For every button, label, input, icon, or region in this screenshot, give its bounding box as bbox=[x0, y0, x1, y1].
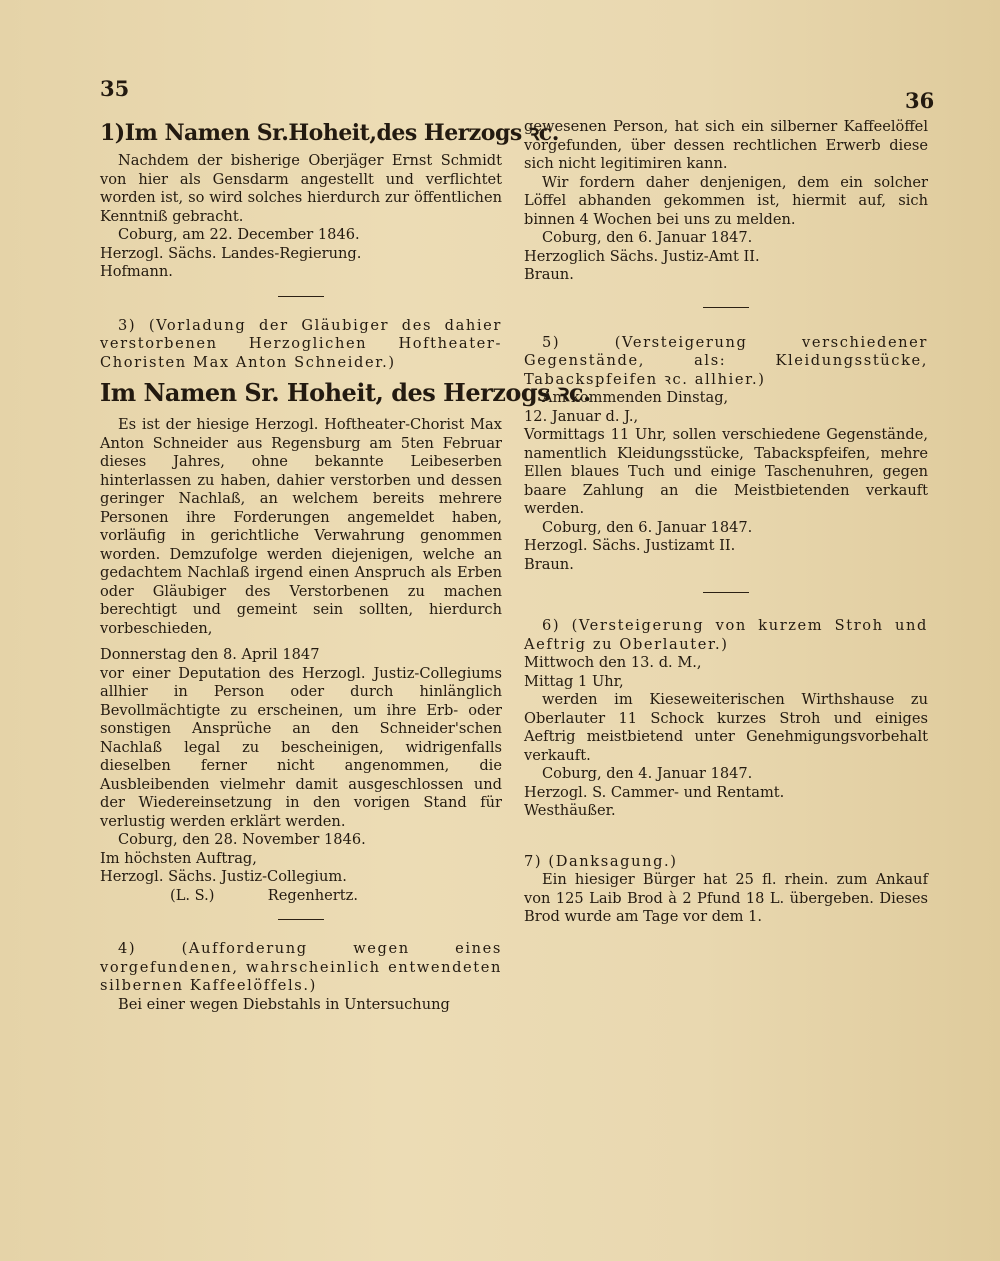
notice1-signature: Hofmann. bbox=[100, 263, 173, 280]
notice6-place-date: Coburg, den 4. Januar 1847. bbox=[542, 765, 753, 782]
notice4-continued-body: gewesenen Person, hat sich ein silberner Kaffeelöffel vorgefunden, über dessen rechtlichen Erwerb diese sich nicht legitimiren kann. bbox=[524, 118, 928, 172]
section-divider bbox=[278, 296, 324, 297]
section-divider bbox=[703, 592, 749, 593]
section-divider bbox=[703, 307, 749, 308]
notice4-continued-body2: Wir fordern daher denjenigen, dem ein solcher Löffel abhanden gekommen ist, hiermit auf, sich binnen 4 Wochen bei uns zu melden. bbox=[524, 173, 928, 228]
page-number-right: 36 bbox=[905, 88, 935, 113]
notice4-signature: Braun. bbox=[524, 266, 574, 283]
notice6-time-line: Mittag 1 Uhr, bbox=[524, 672, 624, 690]
notice5-intro: Am kommenden Dinstag, bbox=[542, 389, 729, 406]
notice3-body2: vor einer Deputation des Herzogl. Justiz-Collegiums allhier in Person oder durch hinlänglich Bevollmächtigte zu erscheinen, um ihre Erb- oder sonstigen Ansprüche an den Schneider'schen Nachlaß legal zu bescheinigen, widrigenfalls dieselben ferner nicht angenommen, die Ausbleibenden vielmehr damit ausgeschlossen und der Wiedereinsetzung in den vorigen Stand für verlustig werden erklärt werden. bbox=[100, 664, 502, 830]
notice3-title: 3) (Vorladung der Gläubiger des dahier verstorbenen Herzoglichen Hoftheater-Choristen Max Anton Schneider.) bbox=[100, 316, 502, 371]
notice3-date-line: Donnerstag den 8. April 1847 bbox=[100, 646, 320, 663]
notice4-body: Bei einer wegen Diebstahls in Untersuchung bbox=[118, 995, 450, 1013]
notice5-place-date: Coburg, den 6. Januar 1847. bbox=[542, 518, 753, 536]
notice6-body: werden im Kieseweiterischen Wirthshause zu Oberlauter 11 Schock kurzes Stroh und einiges Aeftrig meistbietend unter Genehmigungsvorbehalt verkauft. bbox=[524, 691, 928, 764]
seal-mark: (L. S.) bbox=[170, 886, 215, 904]
notice3-place-date: Coburg, den 28. November 1846. bbox=[118, 831, 366, 848]
notice6-authority: Herzogl. S. Cammer- und Rentamt. bbox=[524, 783, 785, 801]
notice1-authority: Herzogl. Sächs. Landes-Regierung. bbox=[100, 244, 362, 262]
right-column bbox=[524, 118, 928, 927]
notice4-place-date: Coburg, den 6. Januar 1847. bbox=[542, 229, 753, 246]
notice4-title: 4) (Aufforderung wegen eines vorgefundenen, wahrscheinlich entwendeten silbernen Kaffeelöffels.) bbox=[100, 940, 502, 994]
notice7-title: 7) (Danksagung.) bbox=[524, 852, 678, 870]
notice1-heading: 1)Im Namen Sr.Hoheit,des Herzogs ꝛc. bbox=[100, 120, 559, 146]
notice3-seal-line bbox=[100, 887, 502, 906]
notice3-heading: Im Namen Sr. Hoheit, des Herzogs ꝛc. bbox=[100, 378, 591, 407]
notice5-title: 5) (Versteigerung verschiedener Gegenstände, als: Kleidungsstücke, Tabackspfeifen ꝛc. allhier.) bbox=[524, 333, 928, 388]
notice4-authority: Herzoglich Sächs. Justiz-Amt II. bbox=[524, 247, 760, 265]
notice3-auftrag: Im höchsten Auftrag, bbox=[100, 849, 257, 867]
notice3-body: Es ist der hiesige Herzogl. Hoftheater-Chorist Max Anton Schneider aus Regensburg am 5ten Februar dieses Jahres, ohne bekannte Leibeserben hinterlassen zu haben, dahier verstorben und dessen geringer Nachlaß, an welchem bereits mehrere Personen ihre Forderungen angemeldet haben, vorläufig in gerichtliche Verwahrung genommen worden. Demzufolge werden diejenigen, welche an gedachtem Nachlaß irgend einen Anspruch als Erben oder Gläubiger des Verstorbenen zu machen berechtigt und gemeint sein sollten, hierdurch vorbeschieden, bbox=[100, 416, 502, 637]
notice5-body: Vormittags 11 Uhr, sollen verschiedene Gegenstände, namentlich Kleidungsstücke, Tabackspfeifen, mehre Ellen blaues Tuch und einige Taschenuhren, gegen baare Zahlung an die Meistbietenden verkauft werden. bbox=[524, 426, 928, 517]
notice6-title: 6) (Versteigerung von kurzem Stroh und Aeftrig zu Oberlauter.) bbox=[524, 617, 928, 653]
section-divider bbox=[278, 919, 324, 920]
notice5-signature: Braun. bbox=[524, 555, 574, 573]
page-number-left: 35 bbox=[100, 76, 130, 101]
notice5-authority: Herzogl. Sächs. Justizamt II. bbox=[524, 537, 736, 554]
notice7-body: Ein hiesiger Bürger hat 25 fl. rhein. zum Ankauf von 125 Laib Brod à 2 Pfund 18 L. übergeben. Dieses Brod wurde am Tage vor dem 1. bbox=[524, 871, 928, 925]
notice6-signature: Westhäußer. bbox=[524, 802, 616, 819]
notice6-date-line: Mittwoch den 13. d. M., bbox=[524, 654, 702, 671]
notice1-place-date: Coburg, am 22. December 1846. bbox=[118, 226, 360, 243]
notice1-body: Nachdem der bisherige Oberjäger Ernst Schmidt von hier als Gensdarm angestellt und verflichtet worden ist, so wird solches hierdurch zur öffentlichen Kenntniß gebracht. bbox=[100, 152, 502, 225]
notice3-signature: Regenhertz. bbox=[267, 886, 358, 904]
notice3-authority: Herzogl. Sächs. Justiz-Collegium. bbox=[100, 868, 347, 885]
notice5-date-line: 12. Januar d. J., bbox=[524, 407, 639, 425]
